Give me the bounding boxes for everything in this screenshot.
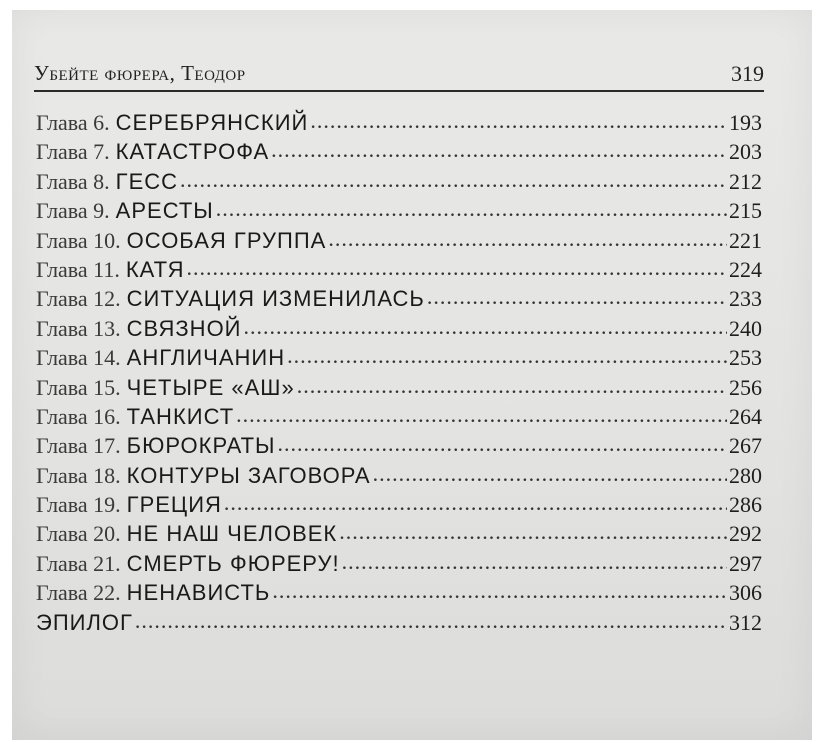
toc-entry [36,375,762,404]
toc-entry-title: АРЕСТЫ [115,198,214,224]
toc-entry-page: 193 [729,110,762,135]
toc-entry-page: 280 [729,462,762,488]
toc-entry-page: 297 [729,550,762,576]
dot-leader [224,490,727,516]
toc-entry [36,610,762,639]
toc-entry [36,316,762,345]
toc-entry-title: ОСОБАЯ ГРУППА [126,227,327,253]
toc-entry [36,345,762,374]
toc-entry [36,169,762,198]
toc-entry-prefix: Глава 19. [36,492,121,518]
toc-entry-page: 224 [729,256,762,282]
toc-entry-page: 292 [729,521,762,547]
toc-entry-prefix: Глава 20. [36,521,121,547]
toc-entry-title: ГЕСС [115,168,179,194]
toc-entry [36,286,762,315]
toc-entry [36,139,762,168]
toc-entry-title: ГРЕЦИЯ [126,492,222,518]
toc-entry-page: 233 [729,286,762,312]
toc-entry-title: АНГЛИЧАНИН [126,345,286,371]
toc-entry-prefix: Глава 8. [36,168,110,194]
toc-entry-title: КАТАСТРОФА [115,139,270,165]
toc-entry-page: 203 [729,139,762,165]
dot-leader [287,343,727,369]
toc-entry-page: 286 [729,492,762,518]
toc-entry-prefix: Глава 18. [36,462,121,488]
toc-entry-title: ТАНКИСТ [126,403,235,429]
toc-entry-title: ЧЕТЫРЕ «АШ» [126,374,295,400]
toc-entry-page: 212 [729,168,762,194]
toc-entry-prefix: Глава 11. [36,256,120,282]
dot-leader [272,578,727,604]
toc-entry-title: СИТУАЦИЯ ИЗМЕНИЛАСЬ [126,286,425,312]
toc-entry [36,463,762,492]
dot-leader [373,461,727,487]
toc-entry [36,492,762,521]
toc-entry-title: ЭПИЛОГ [36,609,133,635]
page-header [34,54,764,92]
dot-leader [216,196,727,222]
toc-entry-prefix: Глава 6. [36,110,110,135]
book-page [12,10,812,740]
dot-leader [278,431,727,457]
toc-entry-prefix: Глава 15. [36,374,121,400]
toc-entry-page: 240 [729,315,762,341]
toc-entry-page: 221 [729,227,762,253]
dot-leader [186,255,727,281]
toc-entry-page: 264 [729,403,762,429]
toc-entry-title: БЮРОКРАТЫ [126,433,276,459]
dot-leader [339,519,727,545]
toc-entry-title: СЕРЕБРЯНСКИЙ [115,110,309,135]
dot-leader [180,167,727,193]
dot-leader [310,108,727,134]
toc-entry-page: 312 [729,609,762,635]
table-of-contents [36,110,762,639]
toc-entry-title: СМЕРТЬ ФЮРЕРУ! [126,550,340,576]
toc-entry-title: КАТЯ [125,256,185,282]
dot-leader [427,284,727,310]
toc-entry-prefix: Глава 9. [36,198,110,224]
toc-entry [36,110,762,139]
toc-entry-page: 215 [729,198,762,224]
toc-entry-prefix: Глава 22. [36,580,121,606]
toc-entry-page: 267 [729,433,762,459]
toc-entry-title: НЕ НАШ ЧЕЛОВЕК [126,521,338,547]
toc-entry-prefix: Глава 16. [36,403,121,429]
toc-entry-prefix: Глава 21. [36,550,121,576]
toc-entry-prefix: Глава 12. [36,286,121,312]
dot-leader [342,549,727,575]
toc-entry-page: 256 [729,374,762,400]
toc-entry [36,257,762,286]
toc-entry [36,521,762,550]
toc-entry-page: 306 [729,580,762,606]
dot-leader [236,402,727,428]
toc-entry [36,433,762,462]
page-number: 319 [731,61,764,86]
toc-entry [36,228,762,257]
toc-entry [36,551,762,580]
toc-entry [36,198,762,227]
dot-leader [244,314,728,340]
dot-leader [297,373,727,399]
toc-entry-page: 253 [729,345,762,371]
toc-entry-prefix: Глава 14. [36,345,121,371]
dot-leader [135,608,727,634]
toc-entry [36,580,762,609]
toc-entry-prefix: Глава 13. [36,315,121,341]
toc-entry-title: КОНТУРЫ ЗАГОВОРА [126,462,371,488]
toc-entry-prefix: Глава 10. [36,227,121,253]
dot-leader [271,137,727,163]
toc-entry-prefix: Глава 17. [36,433,121,459]
toc-entry [36,404,762,433]
toc-entry-title: НЕНАВИСТЬ [126,580,271,606]
toc-entry-prefix: Глава 7. [36,139,110,165]
running-title: Убейте фюрера, Теодор [34,61,246,85]
dot-leader [328,226,727,252]
toc-entry-title: СВЯЗНОЙ [126,315,242,341]
